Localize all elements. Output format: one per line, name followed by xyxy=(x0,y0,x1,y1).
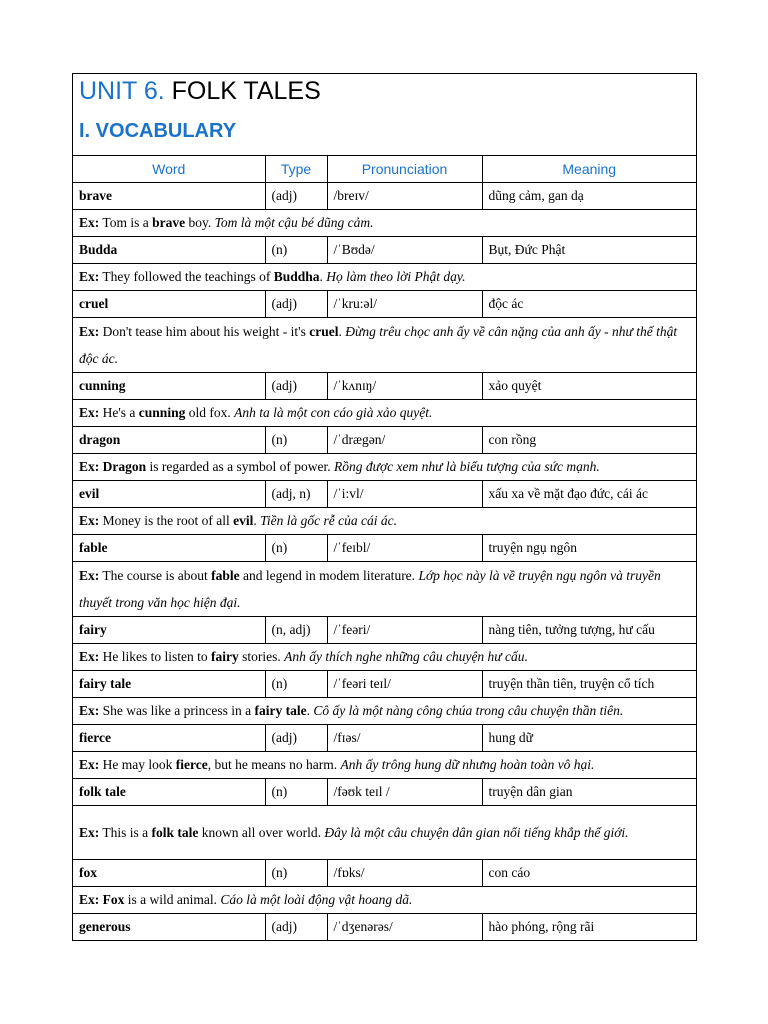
example-text: Tom is a xyxy=(102,215,153,230)
example-text: She was like a princess in a xyxy=(102,703,255,718)
pronunciation-cell: /fɪəs/ xyxy=(327,725,482,752)
meaning-cell: con cáo xyxy=(482,860,696,887)
example-row xyxy=(73,508,696,535)
example-text: . xyxy=(319,269,327,284)
type-cell: (n) xyxy=(265,779,327,806)
example-keyword: folk tale xyxy=(151,825,199,840)
example-cell xyxy=(73,508,696,535)
example-text: and legend in modem literature. xyxy=(239,568,419,583)
meaning-cell: truyện thần tiên, truyện cổ tích xyxy=(482,671,696,698)
vocab-entry-row xyxy=(73,481,696,508)
example-cell xyxy=(73,400,696,427)
meaning-cell: dũng cảm, gan dạ xyxy=(482,183,696,210)
type-cell: (adj) xyxy=(265,725,327,752)
example-text: He may look xyxy=(102,757,176,772)
meaning-cell: hung dữ xyxy=(482,725,696,752)
type-cell: (adj) xyxy=(265,373,327,400)
pronunciation-cell: /fəʊk teɪl / xyxy=(327,779,482,806)
vocabulary-sheet xyxy=(72,73,697,941)
example-keyword: cunning xyxy=(138,405,186,420)
example-text: . xyxy=(338,324,346,339)
example-text: He's a xyxy=(102,405,139,420)
pronunciation-cell: /fɒks/ xyxy=(327,860,482,887)
vocab-entry-row xyxy=(73,779,696,806)
example-text: Money is the root of all xyxy=(102,513,234,528)
example-row xyxy=(73,887,696,914)
example-text: Don't tease him about his weight - it's xyxy=(102,324,310,339)
example-keyword: Buddha xyxy=(273,269,320,284)
type-cell: (n, adj) xyxy=(265,617,327,644)
example-text: He likes to listen to xyxy=(102,649,211,664)
word-cell: cruel xyxy=(73,291,265,318)
example-keyword: evil xyxy=(233,513,254,528)
pronunciation-cell: /ˈfeəri/ xyxy=(327,617,482,644)
example-row xyxy=(73,264,696,291)
pronunciation-cell: /ˈfeəri teɪl/ xyxy=(327,671,482,698)
example-translation: Đừng trêu chọc anh ấy về cân nặng của anh ấy - như thế thật độc ác. xyxy=(79,324,678,366)
meaning-cell: xảo quyệt xyxy=(482,373,696,400)
example-translation: Anh ta là một con cáo già xảo quyệt. xyxy=(234,405,433,420)
example-label: Ex: xyxy=(79,459,100,474)
example-cell xyxy=(73,562,696,617)
word-cell: generous xyxy=(73,914,265,941)
type-cell: (n) xyxy=(265,535,327,562)
example-translation: Họ làm theo lời Phật dạy. xyxy=(326,269,466,284)
example-translation: Cô ấy là một nàng công chúa trong câu chuyện thần tiên. xyxy=(313,703,624,718)
vocab-entry-row xyxy=(73,373,696,400)
pronunciation-cell: /ˈfeɪbl/ xyxy=(327,535,482,562)
vocab-entry-row xyxy=(73,860,696,887)
vocab-entry-row xyxy=(73,617,696,644)
example-text: is a wild animal. xyxy=(124,892,221,907)
word-cell: dragon xyxy=(73,427,265,454)
example-label: Ex: xyxy=(79,215,100,230)
pronunciation-cell: /ˈi:vl/ xyxy=(327,481,482,508)
example-keyword: fable xyxy=(211,568,240,583)
meaning-cell: xấu xa về mặt đạo đức, cái ác xyxy=(482,481,696,508)
vocabulary-table xyxy=(73,156,696,941)
vocab-entry-row xyxy=(73,671,696,698)
header-meaning: Meaning xyxy=(482,156,696,183)
header-pronunciation: Pronunciation xyxy=(327,156,482,183)
vocabulary-rows xyxy=(73,183,696,941)
example-label: Ex: xyxy=(79,892,100,907)
word-cell: fable xyxy=(73,535,265,562)
table-header-row xyxy=(73,156,696,183)
meaning-cell: nàng tiên, tưởng tượng, hư cấu xyxy=(482,617,696,644)
example-label: Ex: xyxy=(79,703,100,718)
example-keyword: fairy tale xyxy=(254,703,307,718)
example-label: Ex: xyxy=(79,405,100,420)
example-row xyxy=(73,806,696,860)
type-cell: (n) xyxy=(265,671,327,698)
example-label: Ex: xyxy=(79,825,100,840)
example-row xyxy=(73,562,696,617)
example-row xyxy=(73,698,696,725)
word-cell: evil xyxy=(73,481,265,508)
example-label: Ex: xyxy=(79,757,100,772)
title-block xyxy=(73,74,696,156)
vocab-entry-row xyxy=(73,183,696,210)
example-cell xyxy=(73,454,696,481)
unit-number: UNIT 6. xyxy=(79,77,165,105)
meaning-cell: truyện ngụ ngôn xyxy=(482,535,696,562)
example-keyword: Fox xyxy=(102,892,125,907)
word-cell: folk tale xyxy=(73,779,265,806)
example-translation: Rồng được xem như là biểu tượng của sức mạnh. xyxy=(333,459,600,474)
type-cell: (adj, n) xyxy=(265,481,327,508)
example-keyword: fairy xyxy=(211,649,239,664)
example-label: Ex: xyxy=(79,324,100,339)
meaning-cell: độc ác xyxy=(482,291,696,318)
example-text: The course is about xyxy=(102,568,212,583)
section-title: I. VOCABULARY xyxy=(79,120,237,142)
example-text: boy. xyxy=(185,215,215,230)
vocab-entry-row xyxy=(73,237,696,264)
example-text: This is a xyxy=(102,825,152,840)
example-translation: Cáo là một loài động vật hoang dã. xyxy=(220,892,413,907)
vocab-entry-row xyxy=(73,291,696,318)
example-translation: Tiền là gốc rễ của cái ác. xyxy=(260,513,397,528)
example-text: , but he means no harm. xyxy=(207,757,341,772)
example-cell xyxy=(73,887,696,914)
meaning-cell: hào phóng, rộng rãi xyxy=(482,914,696,941)
vocab-entry-row xyxy=(73,914,696,941)
example-row xyxy=(73,644,696,671)
type-cell: (adj) xyxy=(265,291,327,318)
word-cell: Budda xyxy=(73,237,265,264)
example-translation: Lớp học này là về truyện ngụ ngôn và truyền thuyết trong văn học hiện đại. xyxy=(79,568,661,610)
example-cell xyxy=(73,318,696,373)
example-label: Ex: xyxy=(79,649,100,664)
type-cell: (n) xyxy=(265,860,327,887)
pronunciation-cell: /ˈkru:əl/ xyxy=(327,291,482,318)
example-keyword: Dragon xyxy=(102,459,147,474)
example-cell xyxy=(73,264,696,291)
example-cell xyxy=(73,210,696,237)
example-row xyxy=(73,400,696,427)
example-text: They followed the teachings of xyxy=(102,269,274,284)
example-row xyxy=(73,210,696,237)
example-cell xyxy=(73,752,696,779)
pronunciation-cell: /breɪv/ xyxy=(327,183,482,210)
pronunciation-cell: /ˈkʌnɪŋ/ xyxy=(327,373,482,400)
type-cell: (n) xyxy=(265,237,327,264)
example-cell xyxy=(73,806,696,860)
example-text: is regarded as a symbol of power. xyxy=(146,459,334,474)
example-keyword: cruel xyxy=(309,324,339,339)
header-type: Type xyxy=(265,156,327,183)
example-keyword: fierce xyxy=(175,757,208,772)
example-row xyxy=(73,318,696,373)
example-translation: Đây là một câu chuyện dân gian nổi tiếng khắp thế giới. xyxy=(324,825,629,840)
example-label: Ex: xyxy=(79,513,100,528)
word-cell: cunning xyxy=(73,373,265,400)
type-cell: (adj) xyxy=(265,183,327,210)
unit-name: FOLK TALES xyxy=(171,77,321,105)
type-cell: (n) xyxy=(265,427,327,454)
header-word: Word xyxy=(73,156,265,183)
example-row xyxy=(73,454,696,481)
example-translation: Anh ấy thích nghe những câu chuyện hư cấu. xyxy=(284,649,528,664)
example-text: old fox. xyxy=(185,405,235,420)
example-row xyxy=(73,752,696,779)
example-cell xyxy=(73,698,696,725)
word-cell: fox xyxy=(73,860,265,887)
word-cell: fierce xyxy=(73,725,265,752)
unit-title xyxy=(79,76,321,106)
vocab-entry-row xyxy=(73,725,696,752)
example-text: known all over world. xyxy=(198,825,325,840)
type-cell: (adj) xyxy=(265,914,327,941)
meaning-cell: Bụt, Đức Phật xyxy=(482,237,696,264)
example-label: Ex: xyxy=(79,568,100,583)
meaning-cell: con rồng xyxy=(482,427,696,454)
example-keyword: brave xyxy=(152,215,186,230)
example-text: . xyxy=(253,513,261,528)
word-cell: fairy tale xyxy=(73,671,265,698)
pronunciation-cell: /ˈBʊdə/ xyxy=(327,237,482,264)
example-translation: Anh ấy trông hung dữ nhưng hoàn toàn vô hại. xyxy=(340,757,595,772)
meaning-cell: truyện dân gian xyxy=(482,779,696,806)
word-cell: fairy xyxy=(73,617,265,644)
example-text: stories. xyxy=(238,649,285,664)
example-text: . xyxy=(306,703,314,718)
pronunciation-cell: /ˈdrægən/ xyxy=(327,427,482,454)
word-cell: brave xyxy=(73,183,265,210)
example-translation: Tom là một cậu bé dũng cảm. xyxy=(214,215,374,230)
vocab-entry-row xyxy=(73,535,696,562)
example-label: Ex: xyxy=(79,269,100,284)
vocab-entry-row xyxy=(73,427,696,454)
pronunciation-cell: /ˈdʒenərəs/ xyxy=(327,914,482,941)
example-cell xyxy=(73,644,696,671)
